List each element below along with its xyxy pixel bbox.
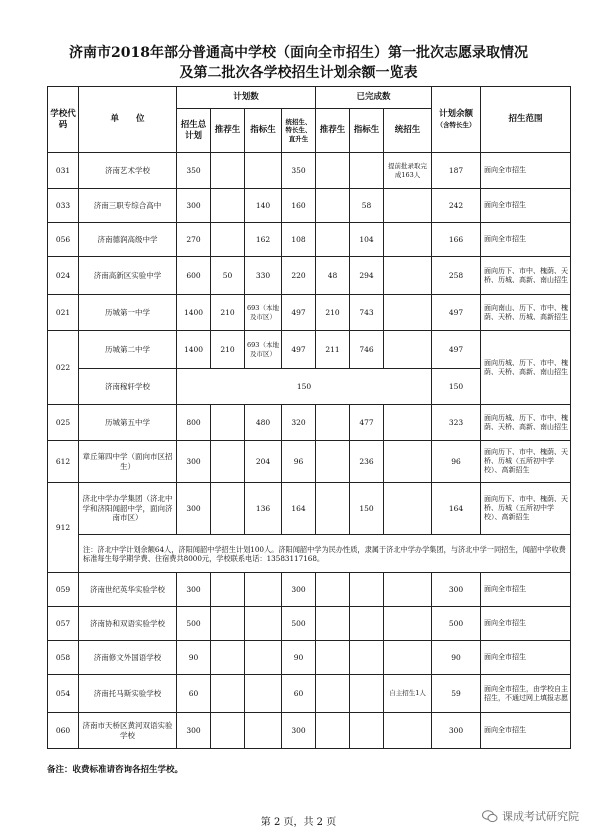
cell-unit: 济南高新区实验中学 (79, 257, 177, 295)
header-plan-group: 计划数 (177, 87, 316, 109)
table-row (48, 223, 571, 257)
cell-quota (245, 675, 282, 713)
cell-done-unified (384, 257, 432, 295)
table-row (48, 257, 571, 295)
wechat-icon (482, 810, 498, 823)
cell-rec (211, 223, 245, 257)
cell-rec: 210 (211, 295, 245, 331)
table-row (48, 641, 571, 675)
cell-rec (211, 641, 245, 675)
watermark-text: 课成考试研究院 (502, 810, 579, 823)
cell-remain: 164 (432, 483, 481, 535)
cell-done-unified (384, 295, 432, 331)
cell-rec: 50 (211, 257, 245, 295)
cell-done-rec (316, 223, 350, 257)
cell-done-rec (316, 641, 350, 675)
table-row (48, 331, 571, 369)
cell-unit: 济南协和双语实验学校 (79, 607, 177, 641)
cell-special: 164 (282, 483, 316, 535)
cell-total: 60 (177, 675, 211, 713)
cell-done-rec (316, 573, 350, 607)
cell-quota (245, 153, 282, 189)
cell-unit: 历城第二中学 (79, 331, 177, 369)
cell-unit: 历城第五中学 (79, 405, 177, 441)
cell-scope: 面向历下、市中、槐荫、天桥、历城（五所初中学校）、高新招生 (481, 483, 571, 535)
cell-done-unified (384, 641, 432, 675)
cell-code: 057 (48, 607, 79, 641)
cell-total: 300 (177, 441, 211, 483)
cell-total: 1400 (177, 331, 211, 369)
cell-unit: 济南德润高级中学 (79, 223, 177, 257)
header-unit: 单 位 (79, 87, 177, 153)
cell-quota (245, 641, 282, 675)
cell-rec (211, 153, 245, 189)
admission-table (47, 86, 571, 749)
table-row (48, 441, 571, 483)
cell-total: 90 (177, 641, 211, 675)
cell-scope: 面向全市招生，由学校自主招生，不通过网上填报志愿 (481, 675, 571, 713)
cell-scope: 面向全市招生 (481, 573, 571, 607)
header-remaining-label: 计划余额 (439, 108, 474, 119)
cell-remain: 500 (432, 607, 481, 641)
cell-unit: 济南三职专综合高中 (79, 189, 177, 223)
cell-scope: 面向全市招生 (481, 153, 571, 189)
cell-quota: 204 (245, 441, 282, 483)
cell-scope: 面向全市招生 (481, 223, 571, 257)
cell-rec (211, 675, 245, 713)
cell-total: 350 (177, 153, 211, 189)
cell-done-quota: 477 (350, 405, 384, 441)
cell-code: 021 (48, 295, 79, 331)
cell-special: 497 (282, 331, 316, 369)
cell-scope: 面向历下、市中、槐荫、天桥、历城（五所初中学校）、高新招生 (481, 441, 571, 483)
cell-total: 300 (177, 713, 211, 749)
cell-done-quota (350, 573, 384, 607)
cell-total: 600 (177, 257, 211, 295)
cell-special: 96 (282, 441, 316, 483)
page-title-line1: 济南市2018年部分普通高中学校（面向全市招生）第一批次志愿录取情况 (69, 45, 528, 61)
cell-total: 300 (177, 189, 211, 223)
table-row (48, 189, 571, 223)
cell-scope: 面向全市招生 (481, 713, 571, 749)
header-recommend: 推荐生 (211, 109, 245, 153)
cell-remain: 300 (432, 713, 481, 749)
watermark (482, 808, 579, 824)
cell-quota: 330 (245, 257, 282, 295)
cell-quota: 693（本地及市区） (245, 331, 282, 369)
cell-done-rec (316, 675, 350, 713)
cell-quota (245, 607, 282, 641)
cell-unit: 济北中学办学集团（济北中学和济阳闻韶中学，面向济南市区） (79, 483, 177, 535)
cell-rec (211, 607, 245, 641)
cell-done-unified (384, 573, 432, 607)
cell-unit: 济南艺术学校 (79, 153, 177, 189)
table-row (48, 405, 571, 441)
cell-rec: 210 (211, 331, 245, 369)
cell-special: 60 (282, 675, 316, 713)
note-912: 注：济北中学计划余额64人，济阳闻韶中学招生计划100人。济阳闻韶中学为民办性质，隶属于济北中学办学集团，与济北中学一同招生，闻韶中学收费标准每生每学期学费、住宿费共8000元，学校联系电话：13583117168。 (79, 535, 571, 573)
cell-done-rec: 210 (316, 295, 350, 331)
cell-merged-plan: 150 (177, 369, 432, 405)
cell-rec (211, 573, 245, 607)
cell-scope: 面向历城、历下、市中、槐荫、天桥、高新、南山招生 (481, 331, 571, 405)
cell-total: 300 (177, 483, 211, 535)
cell-remain: 258 (432, 257, 481, 295)
cell-remain: 96 (432, 441, 481, 483)
cell-unit: 章丘第四中学（面向市区招生） (79, 441, 177, 483)
cell-done-quota (350, 641, 384, 675)
cell-special: 497 (282, 295, 316, 331)
cell-rec (211, 189, 245, 223)
cell-done-quota: 58 (350, 189, 384, 223)
cell-done-rec (316, 405, 350, 441)
cell-special: 350 (282, 153, 316, 189)
cell-done-unified (384, 223, 432, 257)
cell-quota (245, 713, 282, 749)
cell-done-quota (350, 675, 384, 713)
cell-rec (211, 441, 245, 483)
cell-unit: 济南托马斯实验学校 (79, 675, 177, 713)
cell-total: 300 (177, 573, 211, 607)
cell-quota: 693（本地及市区） (245, 295, 282, 331)
cell-done-quota: 746 (350, 331, 384, 369)
cell-scope: 面向历下、市中、槐荫、天桥、历城、高新、南山招生 (481, 257, 571, 295)
cell-unit: 历城第一中学 (79, 295, 177, 331)
cell-code: 025 (48, 405, 79, 441)
cell-done-unified (384, 607, 432, 641)
cell-code: 031 (48, 153, 79, 189)
cell-scope: 面向全市招生 (481, 607, 571, 641)
cell-done-quota: 104 (350, 223, 384, 257)
cell-done-quota (350, 713, 384, 749)
table-row (48, 483, 571, 535)
cell-special: 500 (282, 607, 316, 641)
cell-quota: 136 (245, 483, 282, 535)
cell-remain: 59 (432, 675, 481, 713)
cell-unit: 济南世纪英华实验学校 (79, 573, 177, 607)
cell-done-rec (316, 483, 350, 535)
cell-remain: 497 (432, 331, 481, 369)
cell-special: 160 (282, 189, 316, 223)
cell-remain: 90 (432, 641, 481, 675)
cell-total: 800 (177, 405, 211, 441)
table-note-row (48, 535, 571, 573)
cell-code: 060 (48, 713, 79, 749)
cell-code: 024 (48, 257, 79, 295)
cell-code: 058 (48, 641, 79, 675)
cell-scope: 面向全市招生 (481, 189, 571, 223)
cell-quota: 162 (245, 223, 282, 257)
cell-special: 220 (282, 257, 316, 295)
cell-remain: 323 (432, 405, 481, 441)
cell-scope: 面向南山、历下、市中、槐荫、天桥、历城、高新招生 (481, 295, 571, 331)
cell-special: 90 (282, 641, 316, 675)
cell-done-rec: 211 (316, 331, 350, 369)
cell-scope: 面向全市招生 (481, 641, 571, 675)
header-done-quota: 指标生 (350, 109, 384, 153)
cell-done-unified (384, 483, 432, 535)
cell-code: 056 (48, 223, 79, 257)
cell-quota (245, 573, 282, 607)
cell-code: 054 (48, 675, 79, 713)
cell-total: 270 (177, 223, 211, 257)
header-done-unified: 统招生 (384, 109, 432, 153)
cell-code: 612 (48, 441, 79, 483)
cell-remain: 242 (432, 189, 481, 223)
cell-done-rec (316, 607, 350, 641)
table-row (48, 295, 571, 331)
cell-rec (211, 483, 245, 535)
table-row (48, 607, 571, 641)
cell-code: 033 (48, 189, 79, 223)
header-done-recommend: 推荐生 (316, 109, 350, 153)
header-special: 统招生、特长生、直升生 (282, 109, 316, 153)
cell-remain: 150 (432, 369, 481, 405)
header-total-plan: 招生总计划 (177, 109, 211, 153)
cell-remain: 166 (432, 223, 481, 257)
cell-done-quota (350, 153, 384, 189)
cell-done-rec (316, 713, 350, 749)
cell-done-quota: 294 (350, 257, 384, 295)
cell-done-unified: 提前批录取完成163人 (384, 153, 432, 189)
cell-special: 108 (282, 223, 316, 257)
header-quota: 指标生 (245, 109, 282, 153)
cell-done-rec: 48 (316, 257, 350, 295)
cell-done-rec (316, 189, 350, 223)
cell-remain: 187 (432, 153, 481, 189)
cell-done-quota (350, 607, 384, 641)
table-row (48, 713, 571, 749)
cell-quota: 140 (245, 189, 282, 223)
cell-done-unified (384, 405, 432, 441)
cell-done-unified (384, 713, 432, 749)
page-number: 第 2 页，共 2 页 (260, 817, 337, 828)
footnote-remark: 备注：收费标准请咨询各招生学校。 (47, 765, 184, 775)
cell-scope: 面向历城、历下、市中、槐荫、天桥、高新、南山招生 (481, 405, 571, 441)
cell-rec (211, 713, 245, 749)
cell-code: 022 (48, 331, 79, 405)
cell-special: 320 (282, 405, 316, 441)
cell-done-unified (384, 189, 432, 223)
header-remaining (432, 87, 481, 153)
cell-done-rec (316, 153, 350, 189)
cell-quota: 480 (245, 405, 282, 441)
cell-done-quota: 150 (350, 483, 384, 535)
table-row (48, 675, 571, 713)
cell-unit: 济南稼轩学校 (79, 369, 177, 405)
cell-done-rec (316, 441, 350, 483)
cell-code: 912 (48, 483, 79, 573)
cell-done-unified (384, 441, 432, 483)
cell-remain: 300 (432, 573, 481, 607)
header-done-group: 已完成数 (316, 87, 432, 109)
cell-unit: 济南市天桥区黄河双语实验学校 (79, 713, 177, 749)
cell-total: 1400 (177, 295, 211, 331)
header-remaining-note: （含特长生） (436, 120, 476, 129)
cell-done-unified (384, 331, 432, 369)
table-row (48, 573, 571, 607)
cell-unit: 济南修文外国语学校 (79, 641, 177, 675)
cell-done-unified: 自主招生1人 (384, 675, 432, 713)
cell-code: 059 (48, 573, 79, 607)
cell-done-quota: 743 (350, 295, 384, 331)
table-row (48, 153, 571, 189)
page-title-line2: 及第二批次各学校招生计划余额一览表 (179, 65, 418, 81)
cell-special: 300 (282, 713, 316, 749)
cell-special: 300 (282, 573, 316, 607)
cell-total: 500 (177, 607, 211, 641)
cell-done-quota: 236 (350, 441, 384, 483)
cell-remain: 497 (432, 295, 481, 331)
cell-rec (211, 405, 245, 441)
header-scope: 招生范围 (481, 87, 571, 153)
header-code: 学校代码 (48, 87, 79, 153)
